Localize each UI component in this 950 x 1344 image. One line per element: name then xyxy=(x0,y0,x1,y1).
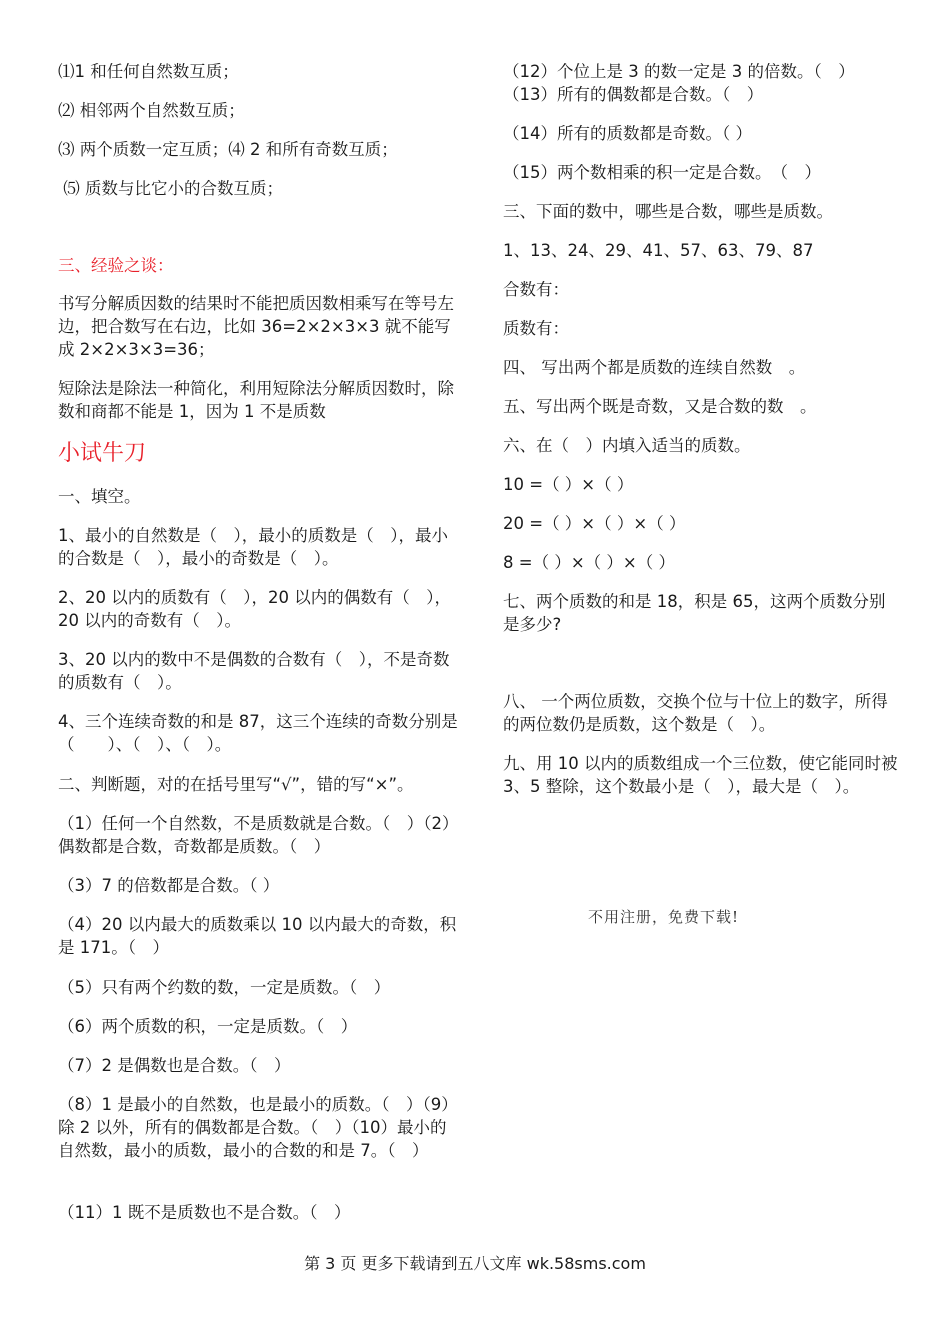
judge-question-7: （7）2 是偶数也是合数。（ ） xyxy=(58,1056,291,1075)
question-8: 八、 一个两位质数，交换个位与十位上的数字，所得的两位数仍是质数，这个数是（ ）。 xyxy=(503,692,888,734)
classify-numbers: 1、13、24、29、41、57、63、79、87 xyxy=(503,241,814,260)
judge-question-14: （14）所有的质数都是奇数。（ ） xyxy=(503,124,752,143)
section-title: 小试牛刀 xyxy=(58,441,147,466)
rule-3-4: ⑶ 两个质数一定互质；⑷ 2 和所有奇数互质； xyxy=(58,140,398,159)
rule-1: ⑴1 和任何自然数互质； xyxy=(58,62,239,81)
fill-question-3: 3、20 以内的数中不是偶数的合数有（ ），不是奇数的质数有（ ）。 xyxy=(58,650,450,692)
page-footer: 第 3 页 更多下载请到五八文库 wk.58sms.com xyxy=(304,1254,646,1273)
question-6-heading: 六、在（ ）内填入适当的质数。 xyxy=(503,436,751,455)
fill-question-1: 1、最小的自然数是（ ），最小的质数是（ ），最小的合数是（ ），最小的奇数是（ ）。 xyxy=(58,526,448,568)
question-6-b: 20 =（ ）×（ ）×（ ） xyxy=(503,514,686,533)
rule-2: ⑵ 相邻两个自然数互质； xyxy=(58,101,245,120)
question-7: 七、两个质数的和是 18，积是 65，这两个质数分别是多少? xyxy=(503,592,886,634)
rule-5: ⑸ 质数与比它小的合数互质； xyxy=(58,179,283,198)
question-6-a: 10 =（ ）×（ ） xyxy=(503,475,634,494)
fill-question-2: 2、20 以内的质数有（ ），20 以内的偶数有（ ），20 以内的奇数有（ ）。 xyxy=(58,588,451,630)
experience-heading: 三、经验之谈： xyxy=(58,256,174,275)
free-download-note: 不用注册，免费下载! xyxy=(588,908,740,926)
judge-question-12: （12）个位上是 3 的数一定是 3 的倍数。（ ） xyxy=(503,62,855,81)
fill-in-heading: 一、填空。 xyxy=(58,487,141,506)
judge-question-4: （4）20 以内最大的质数乘以 10 以内最大的奇数，积是 171。（ ） xyxy=(58,915,457,957)
judge-question-15: （15）两个数相乘的积一定是合数。 （ ） xyxy=(503,163,821,182)
experience-paragraph-1: 书写分解质因数的结果时不能把质因数相乘写在等号左边，把合数写在右边，比如 36=2×2×3×3 就不能写成 2×2×3×3=36； xyxy=(58,294,454,359)
question-9: 九、用 10 以内的质数组成一个三位数，使它能同时被 3、5 整除，这个数最小是（ ），最大是（ ）。 xyxy=(503,754,903,796)
experience-paragraph-2: 短除法是除法一种简化，利用短除法分解质因数时，除数和商都不能是 1，因为 1 不是质数 xyxy=(58,379,454,421)
classify-heading: 三、下面的数中，哪些是合数，哪些是质数。 xyxy=(503,202,833,221)
prime-answer-label: 质数有： xyxy=(503,319,569,338)
judge-question-11: （11）1 既不是质数也不是合数。（ ） xyxy=(58,1203,351,1222)
judge-question-8-10: （8）1 是最小的自然数，也是最小的质数。（ ）（9）除 2 以外，所有的偶数都是合数。（ ）（10）最小的自然数，最小的质数，最小的合数的和是 7。（ ） xyxy=(58,1095,458,1160)
judge-question-5: （5）只有两个约数的数，一定是质数。（ ） xyxy=(58,978,391,997)
judge-heading: 二、判断题，对的在括号里写“√”，错的写“×”。 xyxy=(58,775,414,794)
judge-question-13: （13）所有的偶数都是合数。（ ） xyxy=(503,85,764,104)
judge-question-1-2: （1）任何一个自然数，不是质数就是合数。（ ）（2）偶数都是合数，奇数都是质数。（ ） xyxy=(58,814,451,856)
judge-question-3: （3）7 的倍数都是合数。（ ） xyxy=(58,876,280,895)
judge-question-6: （6）两个质数的积，一定是质数。（ ） xyxy=(58,1017,358,1036)
fill-question-4: 4、三个连续奇数的和是 87，这三个连续的奇数分别是（ ）、（ ）、（ ）。 xyxy=(58,712,458,754)
composite-answer-label: 合数有： xyxy=(503,280,569,299)
question-6-c: 8 =（ ）×（ ）×（ ） xyxy=(503,553,675,572)
question-5: 五、写出两个既是奇数，又是合数的数 。 xyxy=(503,397,817,416)
question-4: 四、 写出两个都是质数的连续自然数 。 xyxy=(503,358,806,377)
